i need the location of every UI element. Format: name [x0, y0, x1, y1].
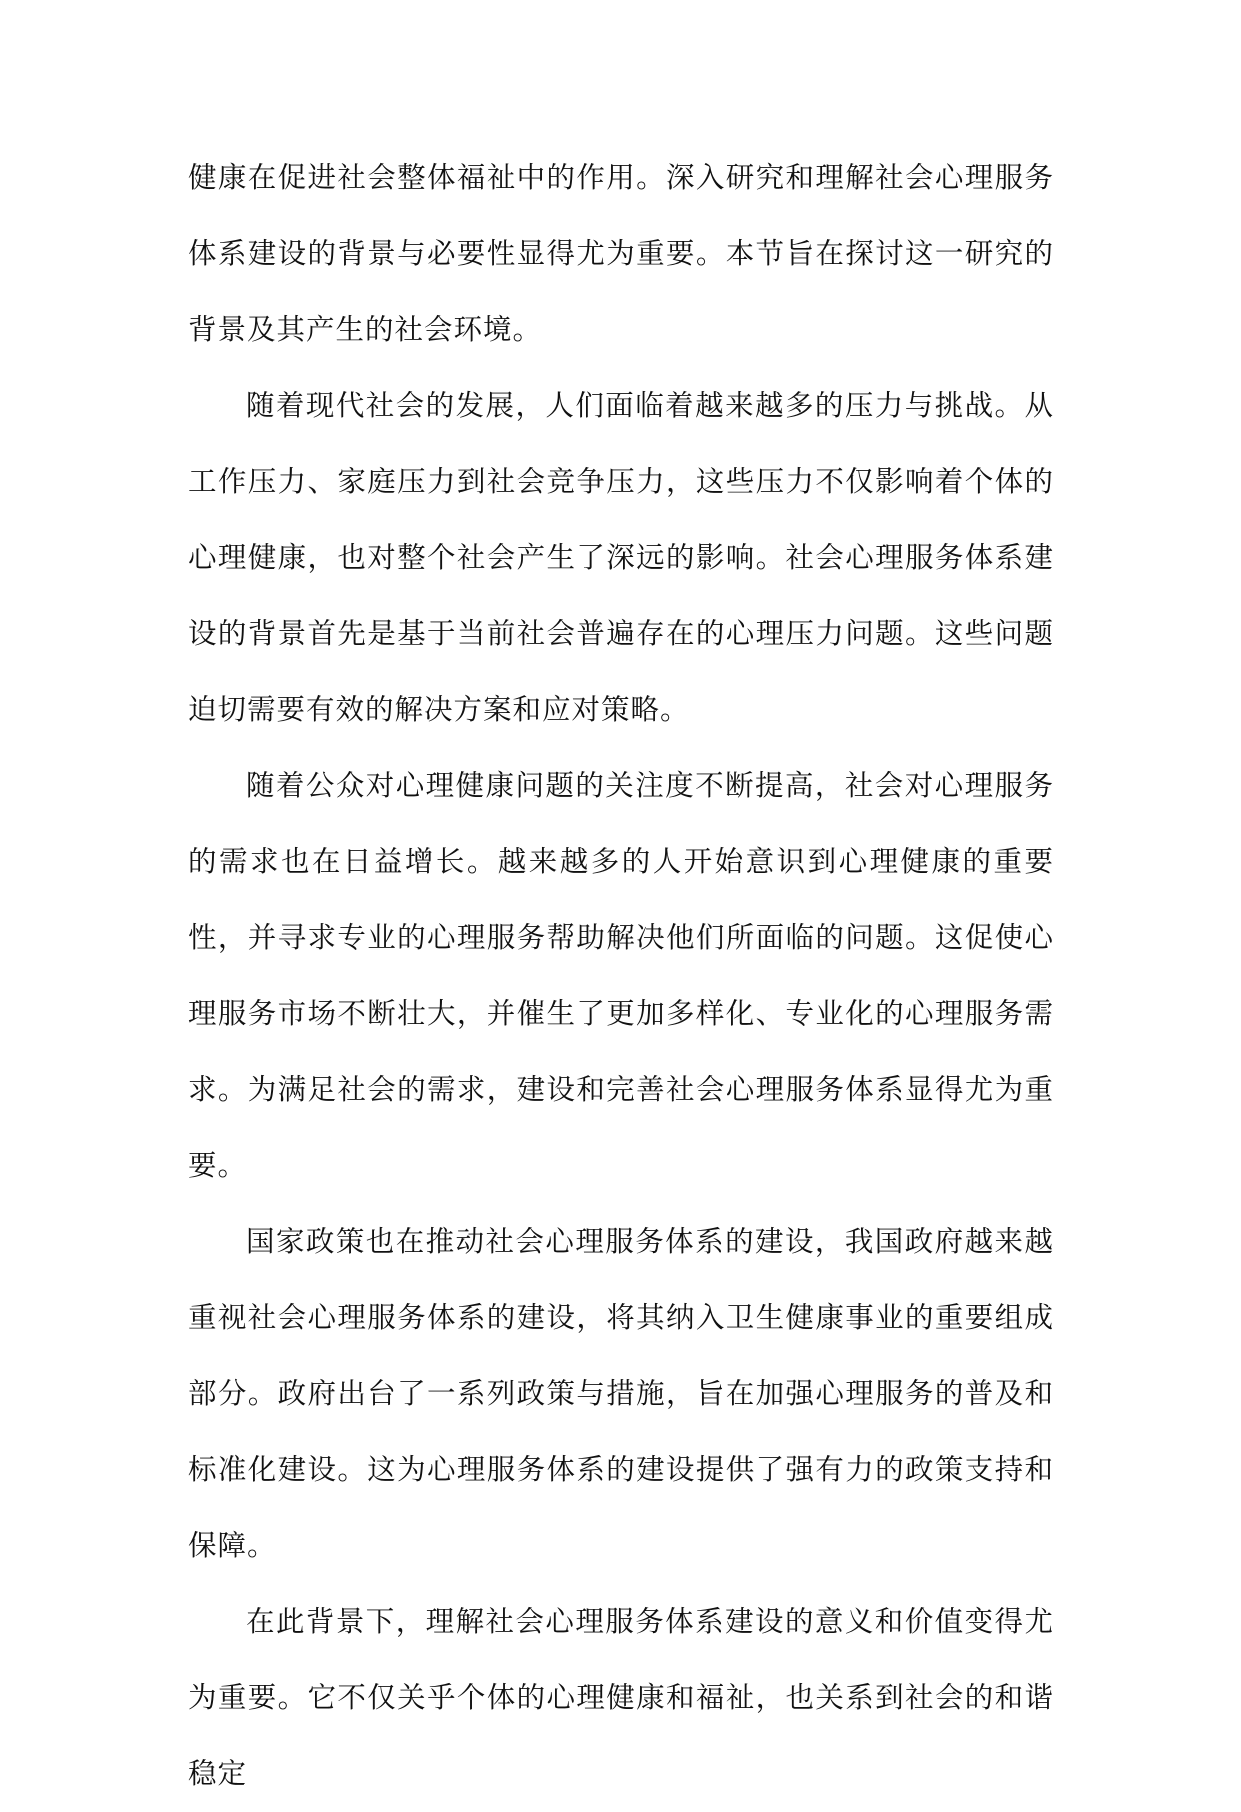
paragraph-1: 健康在促进社会整体福祉中的作用。深入研究和理解社会心理服务体系建设的背景与必要性显得尤为重要。本节旨在探讨这一研究的背景及其产生的社会环境。 — [188, 161, 1054, 346]
document-body — [188, 140, 1054, 1812]
paragraph-4: 国家政策也在推动社会心理服务体系的建设，我国政府越来越重视社会心理服务体系的建设，将其纳入卫生健康事业的重要组成部分。政府出台了一系列政策与措施，旨在加强心理服务的普及和标准化建设。这为心理服务体系的建设提供了强有力的政策支持和保障。 — [188, 1225, 1054, 1562]
paragraph-2: 随着现代社会的发展，人们面临着越来越多的压力与挑战。从工作压力、家庭压力到社会竞争压力，这些压力不仅影响着个体的心理健康，也对整个社会产生了深远的影响。社会心理服务体系建设的背景首先是基于当前社会普遍存在的心理压力问题。这些问题迫切需要有效的解决方案和应对策略。 — [188, 389, 1054, 726]
paragraph-5: 在此背景下，理解社会心理服务体系建设的意义和价值变得尤为重要。它不仅关乎个体的心理健康和福祉，也关系到社会的和谐稳定 — [188, 1605, 1054, 1790]
paragraph-3: 随着公众对心理健康问题的关注度不断提高，社会对心理服务的需求也在日益增长。越来越多的人开始意识到心理健康的重要性，并寻求专业的心理服务帮助解决他们所面临的问题。这促使心理服务市场不断壮大，并催生了更加多样化、专业化的心理服务需求。为满足社会的需求，建设和完善社会心理服务体系显得尤为重要。 — [188, 769, 1054, 1182]
